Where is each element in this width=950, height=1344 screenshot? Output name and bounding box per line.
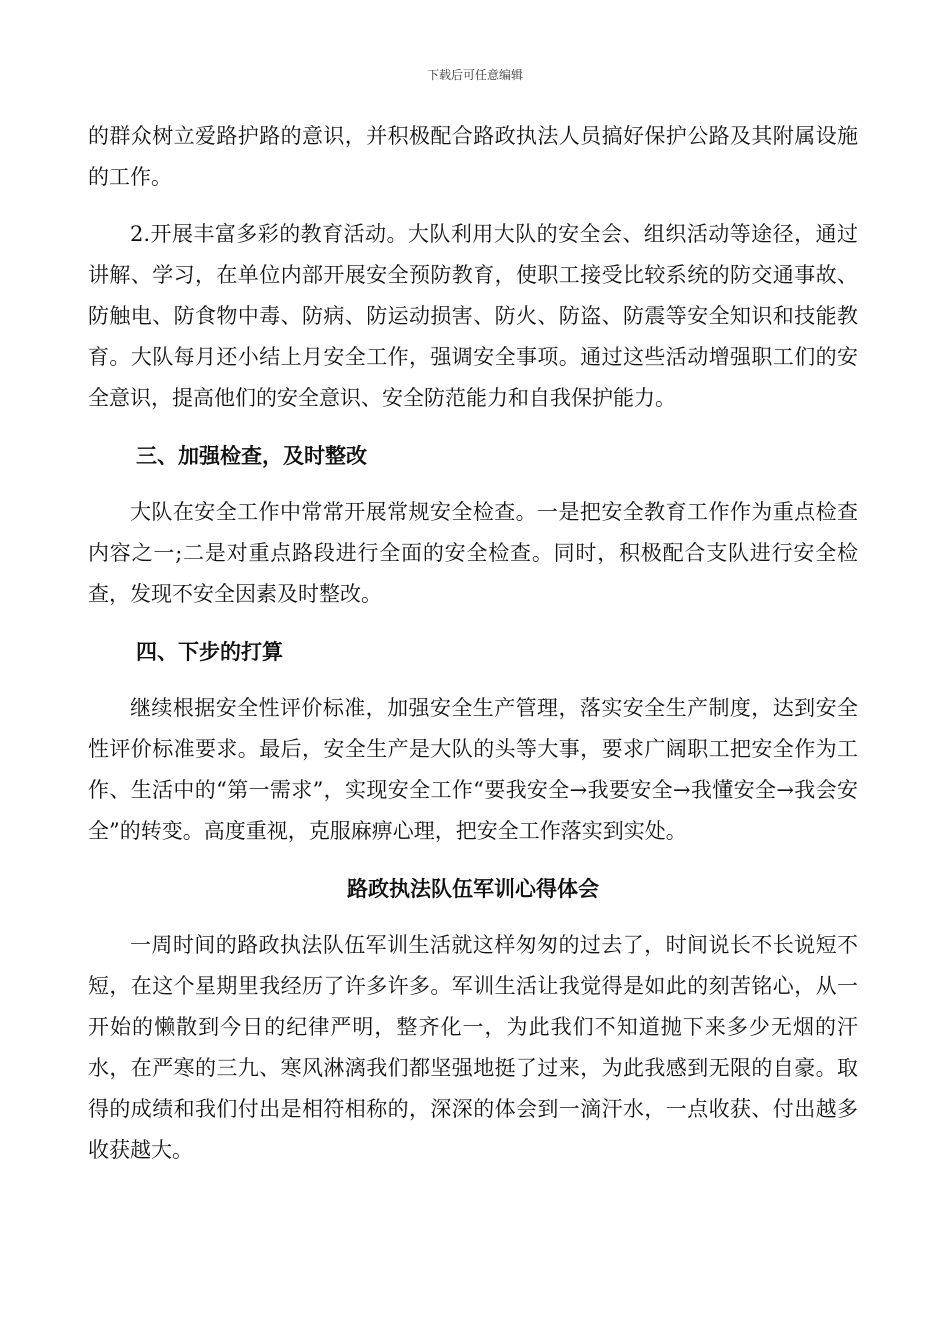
paragraph-2: 2.开展丰富多彩的教育活动。大队利用大队的安全会、组织活动等途径，通过讲解、学习，在单位内部开展安全预防教育，使职工接受比较系统的防交通事故、防触电、防食物中毒、防病、防运动损害、防火、防盗、防震等安全知识和技能教育。大队每月还小结上月安全工作，强调安全事项。通过这些活动增强职工们的安全意识，提高他们的安全意识、安全防范能力和自我保护能力。 (88, 222, 858, 410)
paragraph-1: 的群众树立爱路护路的意识，并积极配合路政执法人员搞好保护公路及其附属设施的工作。 (88, 124, 858, 189)
section-heading-3: 三、加强检查，及时整改 (136, 443, 367, 468)
paragraph-5: 一周时间的路政执法队伍军训生活就这样匆匆的过去了，时间说长不长说短不短，在这个星期里我经历了许多许多。军训生活让我觉得是如此的刻苦铭心，从一开始的懒散到今日的纪律严明，整齐化一，为此我们不知道抛下来多少无烟的汗水，在严寒的三九、寒风淋漓我们都坚强地挺了过来，为此我感到无限的自豪。取得的成绩和我们付出是相符相称的，深深的体会到一滴汗水，一点收获、付出越多收获越大。 (88, 933, 858, 1162)
header-note: 下载后可任意编辑 (426, 68, 523, 82)
section-heading-4: 四、下步的打算 (136, 639, 283, 664)
document-body (88, 116, 858, 1171)
paragraph-3: 大队在安全工作中常常开展常规安全检查。一是把安全教育工作作为重点检查内容之一;二是对重点路段进行全面的安全检查。同时，积极配合支队进行安全检查，发现不安全因素及时整改。 (88, 500, 858, 606)
article-title: 路政执法队伍军训心得体会 (347, 876, 599, 901)
paragraph-4: 继续根据安全性评价标准，加强安全生产管理，落实安全生产制度，达到安全性评价标准要求。最后，安全生产是大队的头等大事，要求广阔职工把安全作为工作、生活中的“第一需求”，实现安全工作“要我安全→我要安全→我懂安全→我会安全”的转变。高度重视，克服麻痹心理，把安全工作落实到实处。 (88, 696, 858, 843)
